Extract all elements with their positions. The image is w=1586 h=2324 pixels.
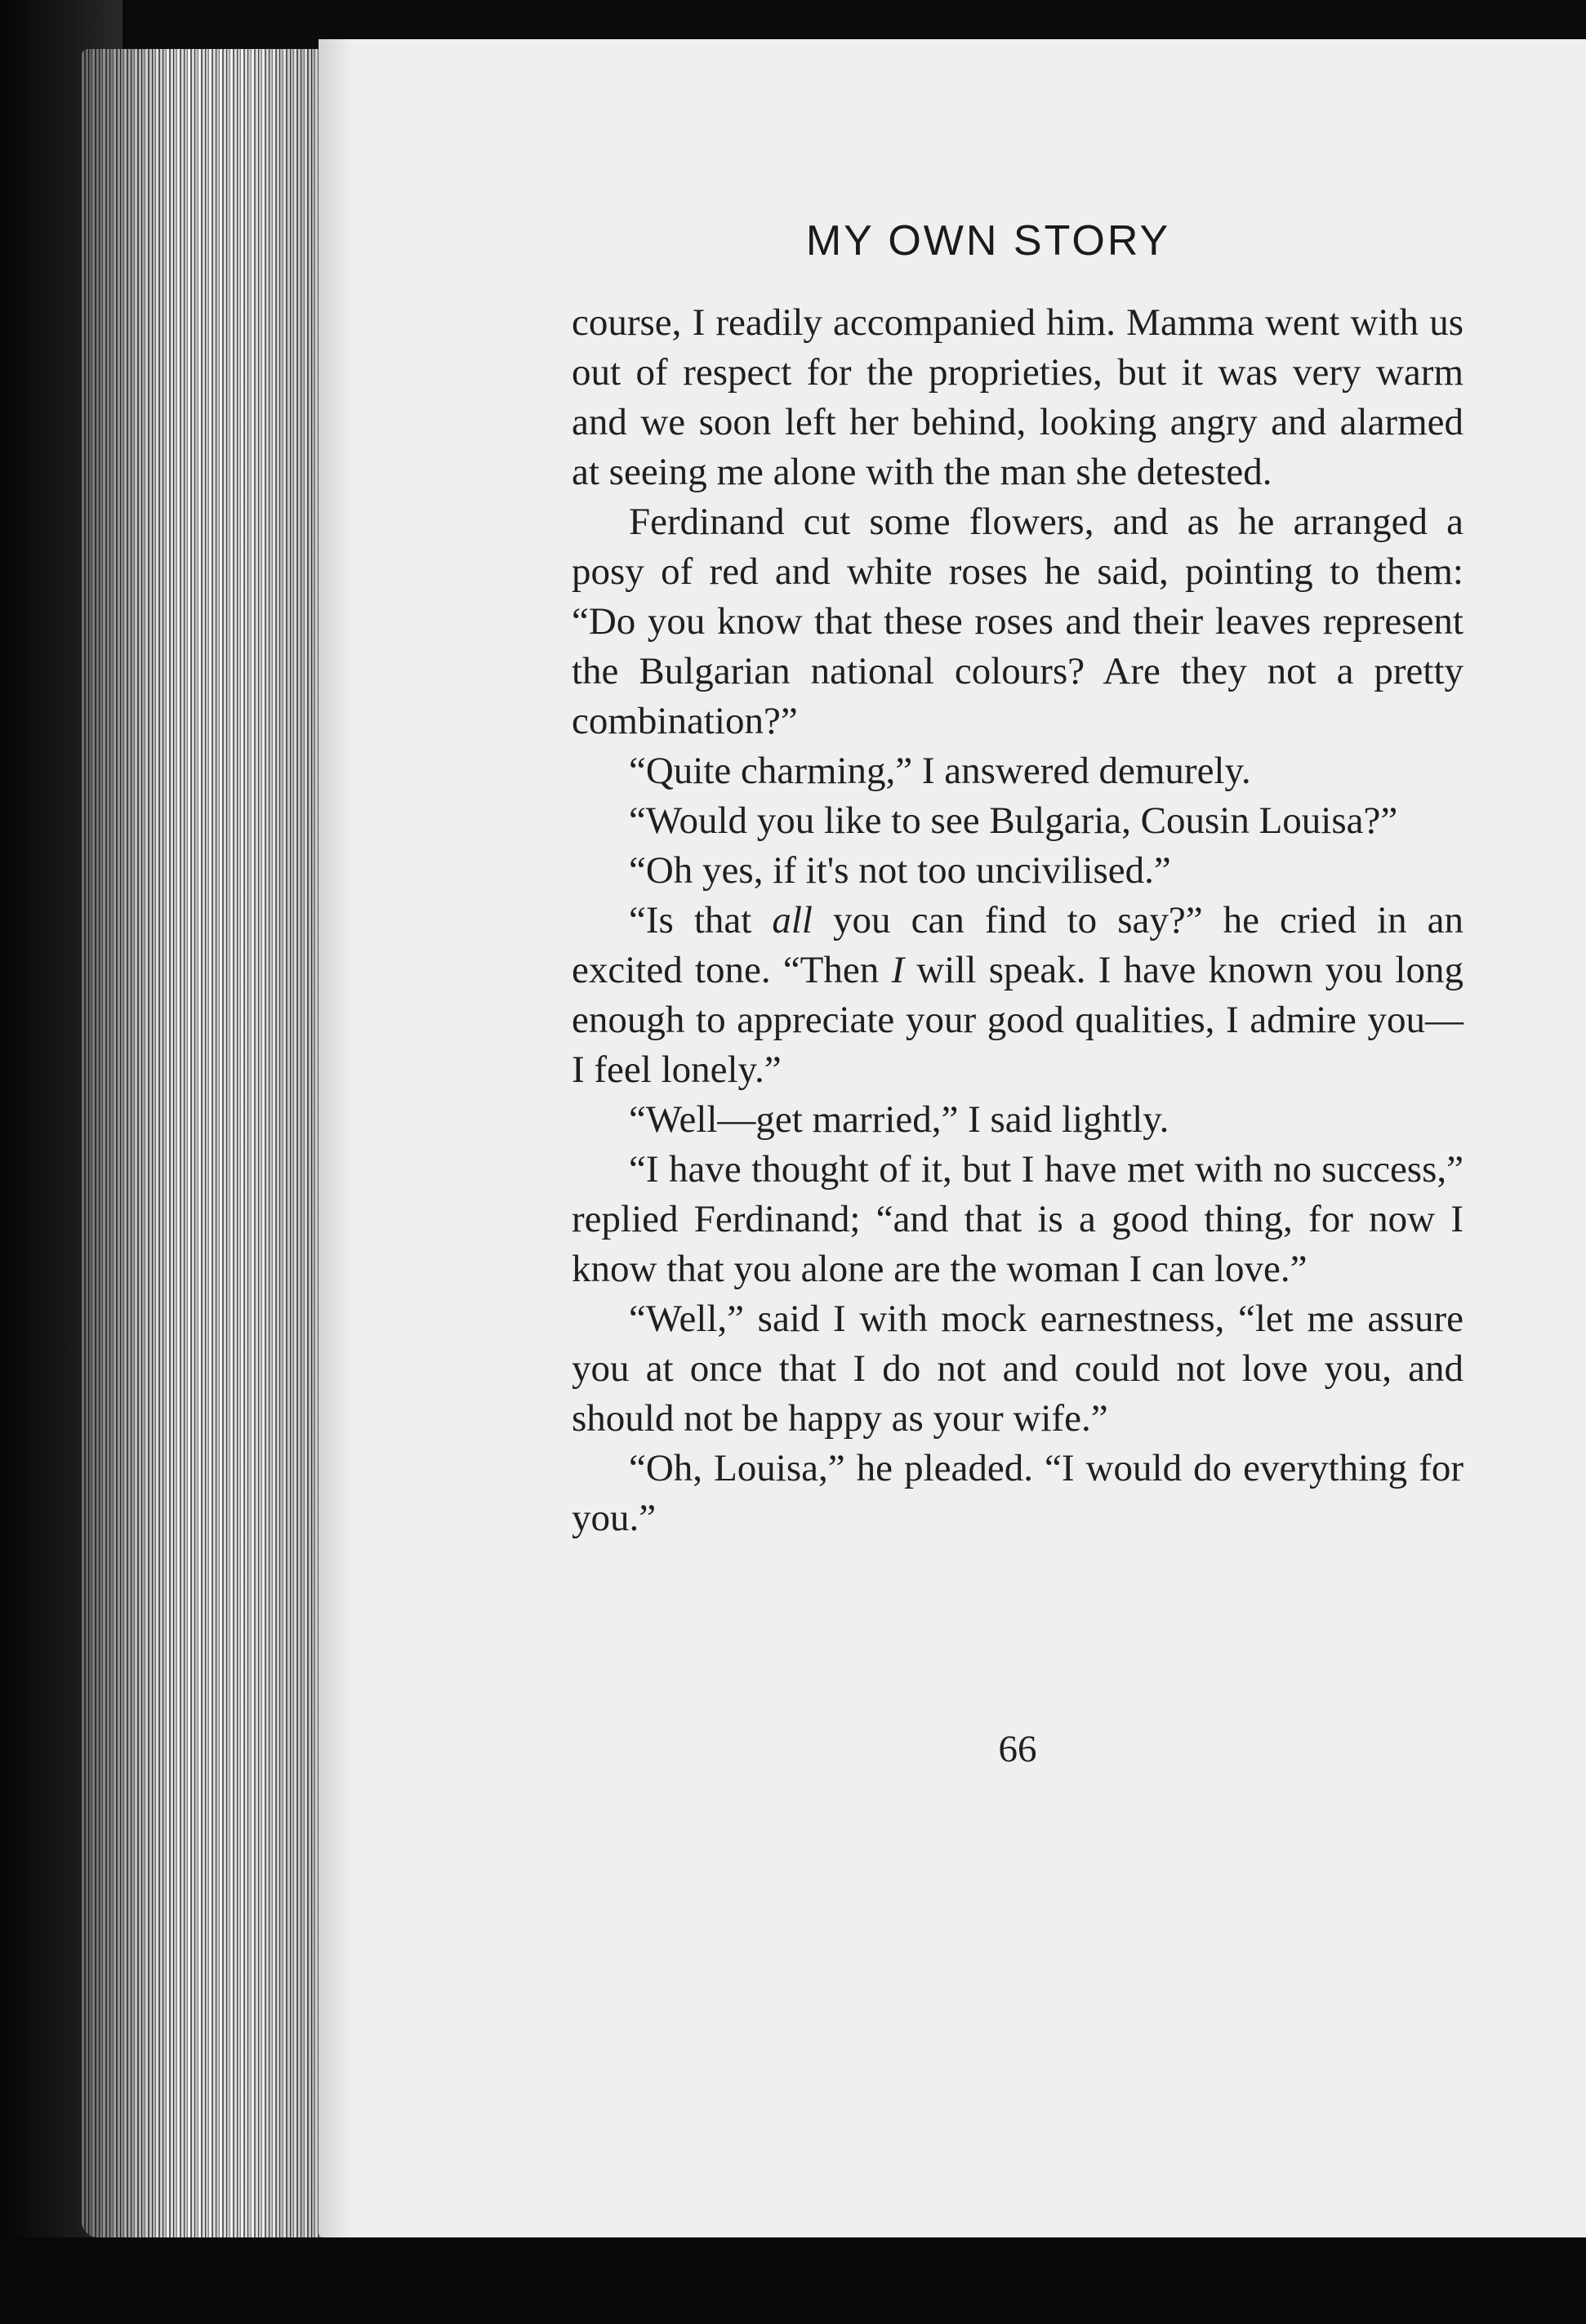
paragraph-6-part-1: “Is that [629,899,773,942]
body-text [572,298,1463,1543]
paragraph-4: “Would you like to see Bulgaria, Cousin Louisa?” [629,799,1398,842]
running-head: MY OWN STORY [805,217,1171,265]
paragraph-3: “Quite charming,” I answered demurely. [629,750,1251,792]
paragraph-2: Ferdinand cut some flowers, and as he arranged a posy of red and white roses he said, pointing to them: “Do you know that these roses and their leaves represent the Bulgarian national colours? Are they not a pretty combination?” [572,501,1463,742]
paragraph-1: course, I readily accompanied him. Mamma went with us out of respect for the proprieties, but it was very warm and we soon left her behind, looking angry and alarmed at seeing me alone with the man she detested. [572,301,1463,493]
paragraph-9: “Well,” said I with mock earnestness, “let me assure you at once that I do not and could not love you, and should not be happy as your wife.” [572,1298,1463,1440]
scan-bottom-shadow [0,2237,1586,2324]
paragraph-7: “Well—get married,” I said lightly. [629,1098,1169,1141]
paragraph-10: “Oh, Louisa,” he pleaded. “I would do everything for you.” [572,1447,1463,1539]
emphasis-all: all [772,899,813,942]
paragraph-5: “Oh yes, if it's not too uncivilised.” [629,849,1171,892]
paragraph-6 [572,896,1463,1095]
page-number: 66 [998,1728,1037,1770]
emphasis-i: I [891,949,905,991]
book-page-edges [82,49,327,2237]
paragraph-6-part-3: will speak. I have known you long enough to appreciate your good qualities, I admire you—I feel lonely.” [572,949,1463,1091]
paragraph-8: “I have thought of it, but I have met with no success,” replied Ferdinand; “and that is a good thing, for now I know that you alone are the woman I can love.” [572,1148,1463,1290]
paragraph-6-part-2: you can find to say?” he cried in an excited tone. “Then [572,899,1463,991]
